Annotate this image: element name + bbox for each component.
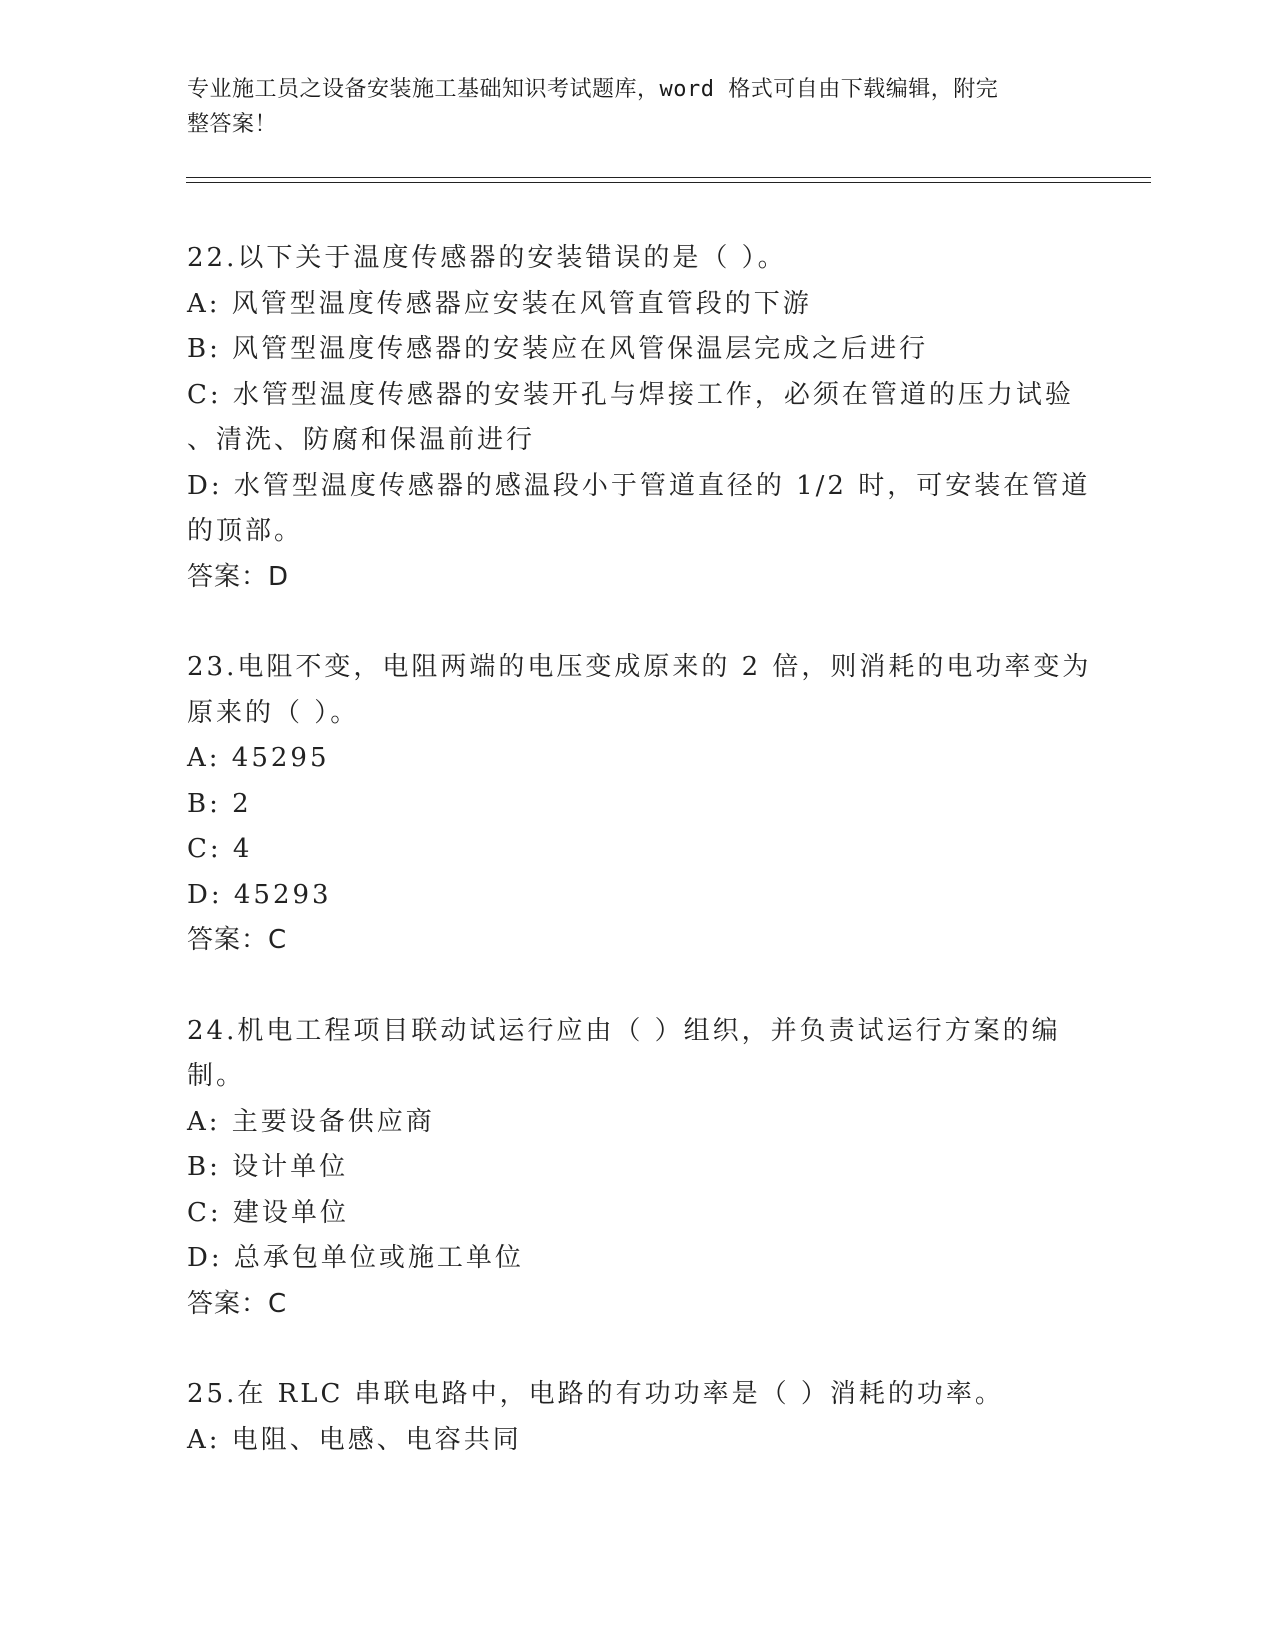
question-24 (187, 1009, 1067, 1328)
option-a: A: 45295 (187, 743, 330, 773)
question-25 (187, 1372, 1067, 1463)
header-line-1: 专业施工员之设备安装施工基础知识考试题库，word 格式可自由下载编辑，附完 (187, 77, 999, 102)
question-stem: 23.电阻不变，电阻两端的电压变成原来的 2 倍，则消耗的电功率变为 (187, 652, 1092, 682)
option-d: D: 水管型温度传感器的感温段小于管道直径的 1/2 时，可安装在管道 (187, 470, 1091, 501)
header-divider-top (186, 177, 1151, 178)
header-divider-bottom (186, 182, 1151, 183)
option-b: B: 设计单位 (187, 1152, 349, 1182)
option-a: A: 电阻、电感、电容共同 (187, 1424, 522, 1455)
question-stem: 25.在 RLC 串联电路中，电路的有功功率是（ ）消耗的功率。 (187, 1379, 1004, 1409)
answer: 答案：D (187, 561, 290, 592)
option-c: C: 4 (187, 834, 253, 864)
question-22 (187, 236, 1091, 600)
option-d-continued: 的顶部。 (187, 516, 304, 546)
option-d: D: 总承包单位或施工单位 (187, 1243, 524, 1273)
option-b: B: 2 (187, 788, 252, 819)
question-stem: 22.以下关于温度传感器的安装错误的是（ ）。 (187, 243, 787, 273)
option-d: D: 45293 (187, 879, 332, 910)
option-a: A: 主要设备供应商 (187, 1106, 435, 1137)
option-a: A: 风管型温度传感器应安装在风管直管段的下游 (187, 288, 812, 319)
option-b: B: 风管型温度传感器的安装应在风管保温层完成之后进行 (187, 334, 929, 364)
question-stem-continued: 制。 (187, 1061, 246, 1091)
option-c: C: 建设单位 (187, 1197, 349, 1228)
header-line-2: 整答案！ (187, 112, 278, 137)
answer: 答案：C (187, 925, 288, 955)
option-c-continued: 、清洗、防腐和保温前进行 (187, 425, 536, 455)
document-header (187, 72, 1067, 142)
spacer (187, 964, 1067, 1009)
question-23 (187, 645, 1092, 964)
question-list (187, 236, 1092, 1463)
spacer (187, 1327, 1067, 1372)
question-stem-continued: 原来的（ ）。 (187, 697, 360, 728)
answer: 答案：C (187, 1288, 288, 1319)
question-stem: 24.机电工程项目联动试运行应由（ ）组织，并负责试运行方案的编 (187, 1015, 1061, 1046)
option-c: C: 水管型温度传感器的安装开孔与焊接工作，必须在管道的压力试验 (187, 379, 1074, 410)
spacer (187, 600, 1067, 645)
